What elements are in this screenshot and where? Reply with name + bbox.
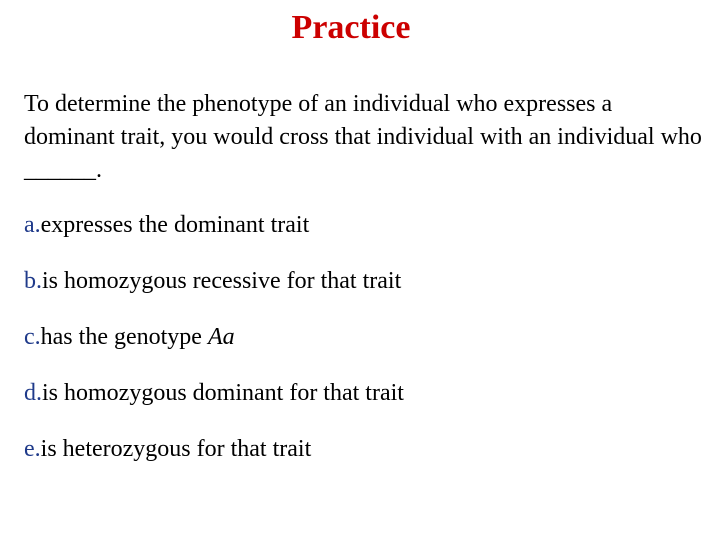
option-letter: a.: [24, 212, 41, 238]
option-b: [24, 264, 704, 298]
option-c: [24, 320, 704, 354]
option-text: has the genotype: [40, 324, 208, 350]
slide-title: Practice: [291, 9, 411, 46]
option-letter: e.: [24, 436, 41, 462]
question-text: To determine the phenotype of an individual who expresses a dominant trait, you would cross that individual with an individual who ______.: [24, 91, 702, 184]
option-e: [24, 432, 704, 466]
option-text: expresses the dominant trait: [40, 212, 310, 238]
option-text: is homozygous recessive for that trait: [42, 268, 402, 294]
option-letter: c.: [24, 324, 41, 350]
option-d: [24, 376, 704, 410]
option-genotype: Aa: [207, 324, 235, 350]
option-text: is homozygous dominant for that trait: [42, 380, 404, 406]
option-a: [24, 208, 704, 242]
option-letter: b.: [24, 268, 42, 294]
answer-options: [24, 208, 704, 488]
option-letter: d.: [24, 380, 42, 406]
option-text: is heterozygous for that trait: [40, 436, 312, 462]
